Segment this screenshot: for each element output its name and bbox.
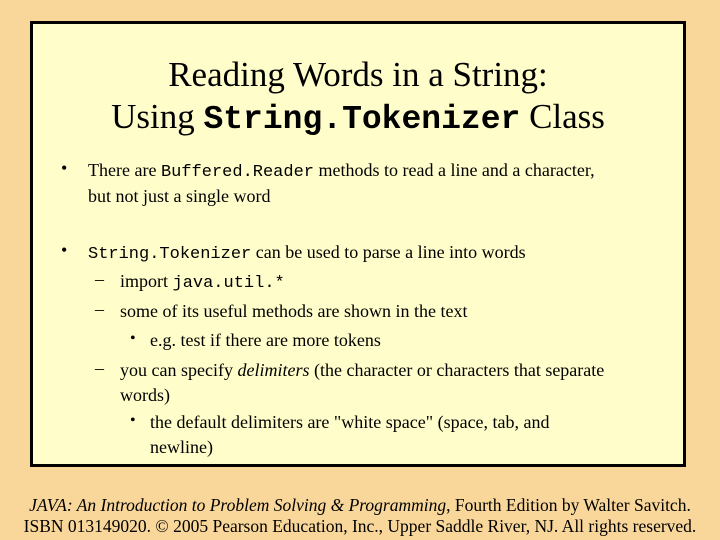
bullet-1-line-1 bbox=[88, 158, 595, 185]
bullet-icon: • bbox=[61, 158, 68, 178]
bullet-2-suffix: can be used to parse a line into words bbox=[251, 242, 526, 262]
delimiters-prefix: you can specify bbox=[120, 360, 238, 380]
sub-item-delimiters-line-1 bbox=[120, 358, 604, 383]
bullet-2-code: String.Tokenizer bbox=[88, 245, 252, 264]
bullet-1-line-2: but not just a single word bbox=[88, 186, 271, 206]
footer-book-title: JAVA: An Introduction to Problem Solving & Programming bbox=[29, 495, 447, 515]
dash-icon: – bbox=[95, 358, 104, 378]
bullet-icon: • bbox=[61, 240, 68, 260]
sub-item-import bbox=[120, 269, 285, 296]
bullet-2-line-1 bbox=[88, 240, 526, 267]
sub-bullet-icon: • bbox=[130, 330, 136, 347]
footer-line-2: ISBN 013149020. © 2005 Pearson Education, Inc., Upper Saddle River, NJ. All rights reserved. bbox=[23, 516, 697, 536]
dash-icon: – bbox=[95, 269, 104, 289]
sub-item-methods: some of its useful methods are shown in the text bbox=[120, 301, 468, 321]
sub-item-delimiters-line-2: words) bbox=[120, 385, 170, 405]
delimiters-emphasis: delimiters bbox=[237, 360, 310, 380]
title-line-1: Reading Words in a String: bbox=[168, 55, 548, 94]
footer-edition: , Fourth Edition by Walter Savitch. bbox=[446, 495, 691, 515]
sub-item-import-label: import bbox=[120, 271, 173, 291]
title-line-2 bbox=[33, 96, 683, 141]
title-prefix: Using bbox=[111, 97, 204, 136]
bullet-1-prefix: There are bbox=[88, 160, 161, 180]
bullet-1-code: Buffered.Reader bbox=[160, 163, 314, 182]
sub-sub-item-tokens: e.g. test if there are more tokens bbox=[150, 330, 381, 350]
delimiters-suffix: (the character or characters that separate bbox=[309, 360, 605, 380]
sub-sub-item-default-line-1: the default delimiters are "white space" (space, tab, and bbox=[150, 412, 550, 432]
bullet-1-suffix: methods to read a line and a character, bbox=[313, 160, 595, 180]
dash-icon: – bbox=[95, 299, 104, 319]
sub-bullet-icon: • bbox=[130, 412, 136, 429]
slide-title bbox=[33, 54, 683, 141]
title-suffix: Class bbox=[520, 97, 605, 136]
title-code: String.Tokenizer bbox=[203, 101, 521, 138]
sub-sub-item-default-line-2: newline) bbox=[150, 437, 213, 457]
sub-item-import-code: java.util.* bbox=[172, 274, 285, 293]
footer-line-1 bbox=[0, 494, 720, 516]
